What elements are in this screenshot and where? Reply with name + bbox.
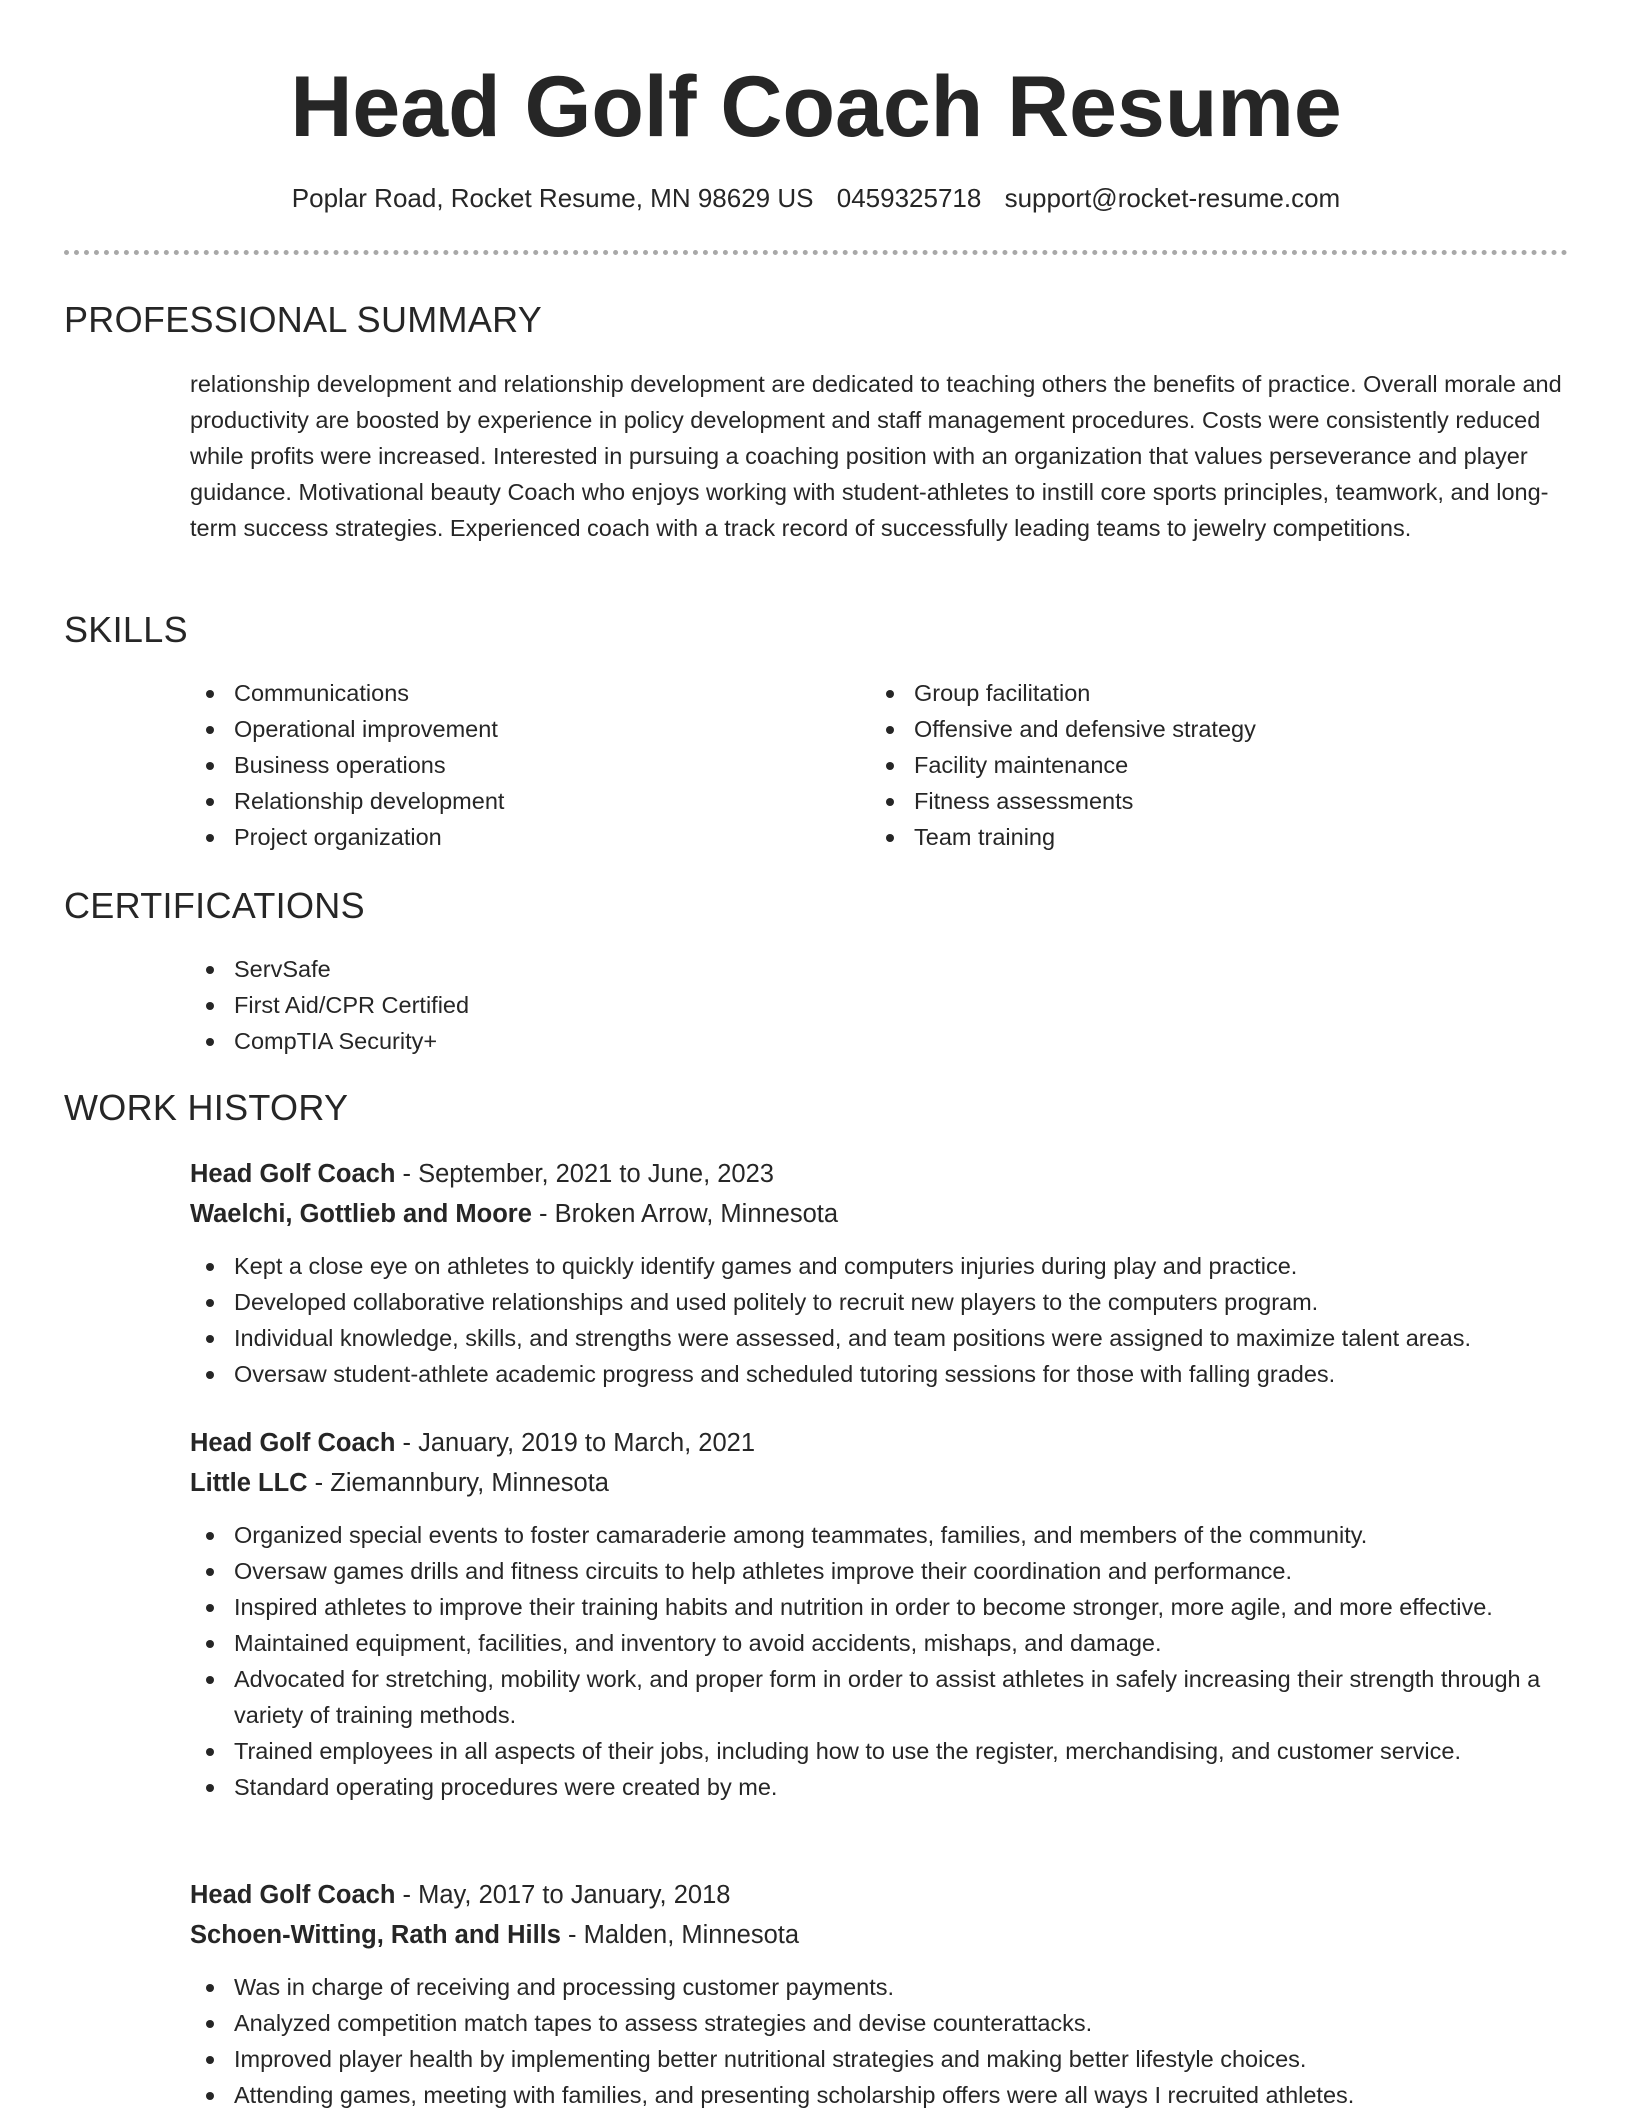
job-company: Waelchi, Gottlieb and Moore [190, 1200, 532, 1228]
list-item: Individual knowledge, skills, and strengths were assessed, and team positions were assigned to maximize talent areas. [190, 1320, 1580, 1356]
contact-address: Poplar Road, Rocket Resume, MN 98629 US [291, 183, 814, 213]
list-item: Business operations [190, 747, 830, 783]
contact-line [0, 180, 1632, 216]
certifications-list [190, 951, 1570, 1059]
contact-email: support@rocket-resume.com [1004, 183, 1341, 213]
list-item: Kept a close eye on athletes to quickly identify games and computers injuries during play and practice. [190, 1248, 1580, 1284]
job-company: Schoen-Witting, Rath and Hills [190, 1921, 561, 1949]
job-bullets [190, 1969, 1580, 2113]
list-item: Trained employees in all aspects of their jobs, including how to use the register, merchandising, and customer service. [190, 1733, 1580, 1769]
list-item: Facility maintenance [870, 747, 1550, 783]
skills-list-right [870, 675, 1550, 855]
job-location: - Ziemannbury, Minnesota [307, 1469, 609, 1497]
list-item: Relationship development [190, 783, 830, 819]
list-item: Oversaw student-athlete academic progress and scheduled tutoring sessions for those with falling grades. [190, 1356, 1580, 1392]
contact-phone: 0459325718 [836, 183, 982, 213]
list-item: Offensive and defensive strategy [870, 711, 1550, 747]
list-item: Group facilitation [870, 675, 1550, 711]
list-item: Improved player health by implementing better nutritional strategies and making better lifestyle choices. [190, 2041, 1580, 2077]
job-title: Head Golf Coach [190, 1429, 396, 1457]
list-item: Attending games, meeting with families, and presenting scholarship offers were all ways I recruited athletes. [190, 2077, 1580, 2113]
job-title: Head Golf Coach [190, 1160, 396, 1188]
list-item: Inspired athletes to improve their training habits and nutrition in order to become stronger, more agile, and more effective. [190, 1589, 1580, 1625]
job-location: - Malden, Minnesota [560, 1921, 800, 1949]
summary-text: relationship development and relationship development are dedicated to teaching others the benefits of practice. Overall morale and productivity are boosted by experience in policy development and staff management procedures. Costs were consistently reduced while profits were increased. Interested in pursuing a coaching position with an organization that values perseverance and player guidance. Motivational beauty Coach who enjoys working with student-athletes to instill core sports principles, teamwork, and long-term success strategies. Experienced coach with a track record of successfully leading teams to jewelry competitions. [190, 371, 1562, 541]
list-item: Team training [870, 819, 1550, 855]
job-title-line [190, 1423, 755, 1463]
job-title-line [190, 1875, 730, 1915]
job-location: - Broken Arrow, Minnesota [531, 1200, 839, 1228]
job-company: Little LLC [190, 1469, 308, 1497]
list-item: Was in charge of receiving and processing customer payments. [190, 1969, 1580, 2005]
job-dates: - May, 2017 to January, 2018 [395, 1881, 731, 1909]
job-title: Head Golf Coach [190, 1881, 396, 1909]
summary-heading: PROFESSIONAL SUMMARY [64, 299, 543, 340]
job-company-line [190, 1915, 799, 1955]
list-item: Maintained equipment, facilities, and inventory to avoid accidents, mishaps, and damage. [190, 1625, 1580, 1661]
list-item: ServSafe [190, 951, 1570, 987]
skills-heading: SKILLS [64, 609, 188, 650]
list-item: Project organization [190, 819, 830, 855]
certifications-heading: CERTIFICATIONS [64, 885, 365, 926]
resume-title: Head Golf Coach Resume [290, 59, 1342, 155]
list-item: Operational improvement [190, 711, 830, 747]
list-item: First Aid/CPR Certified [190, 987, 1570, 1023]
job-company-line [190, 1194, 838, 1234]
job-title-line [190, 1154, 774, 1194]
list-item: Analyzed competition match tapes to assess strategies and devise counterattacks. [190, 2005, 1580, 2041]
job-dates: - January, 2019 to March, 2021 [395, 1429, 756, 1457]
list-item: Oversaw games drills and fitness circuits to help athletes improve their coordination and performance. [190, 1553, 1580, 1589]
skills-list-left [190, 675, 830, 855]
work-history-heading: WORK HISTORY [64, 1087, 349, 1128]
list-item: CompTIA Security+ [190, 1023, 1570, 1059]
list-item: Fitness assessments [870, 783, 1550, 819]
list-item: Advocated for stretching, mobility work, and proper form in order to assist athletes in safely increasing their strength through a variety of training methods. [190, 1661, 1580, 1733]
job-company-line [190, 1463, 609, 1503]
job-dates: - September, 2021 to June, 2023 [395, 1160, 774, 1188]
list-item: Standard operating procedures were created by me. [190, 1769, 1580, 1805]
job-bullets [190, 1248, 1580, 1392]
list-item: Organized special events to foster camaraderie among teammates, families, and members of the community. [190, 1517, 1580, 1553]
list-item: Communications [190, 675, 830, 711]
job-bullets [190, 1517, 1580, 1805]
list-item: Developed collaborative relationships and used politely to recruit new players to the computers program. [190, 1284, 1580, 1320]
header-divider [64, 250, 1568, 255]
